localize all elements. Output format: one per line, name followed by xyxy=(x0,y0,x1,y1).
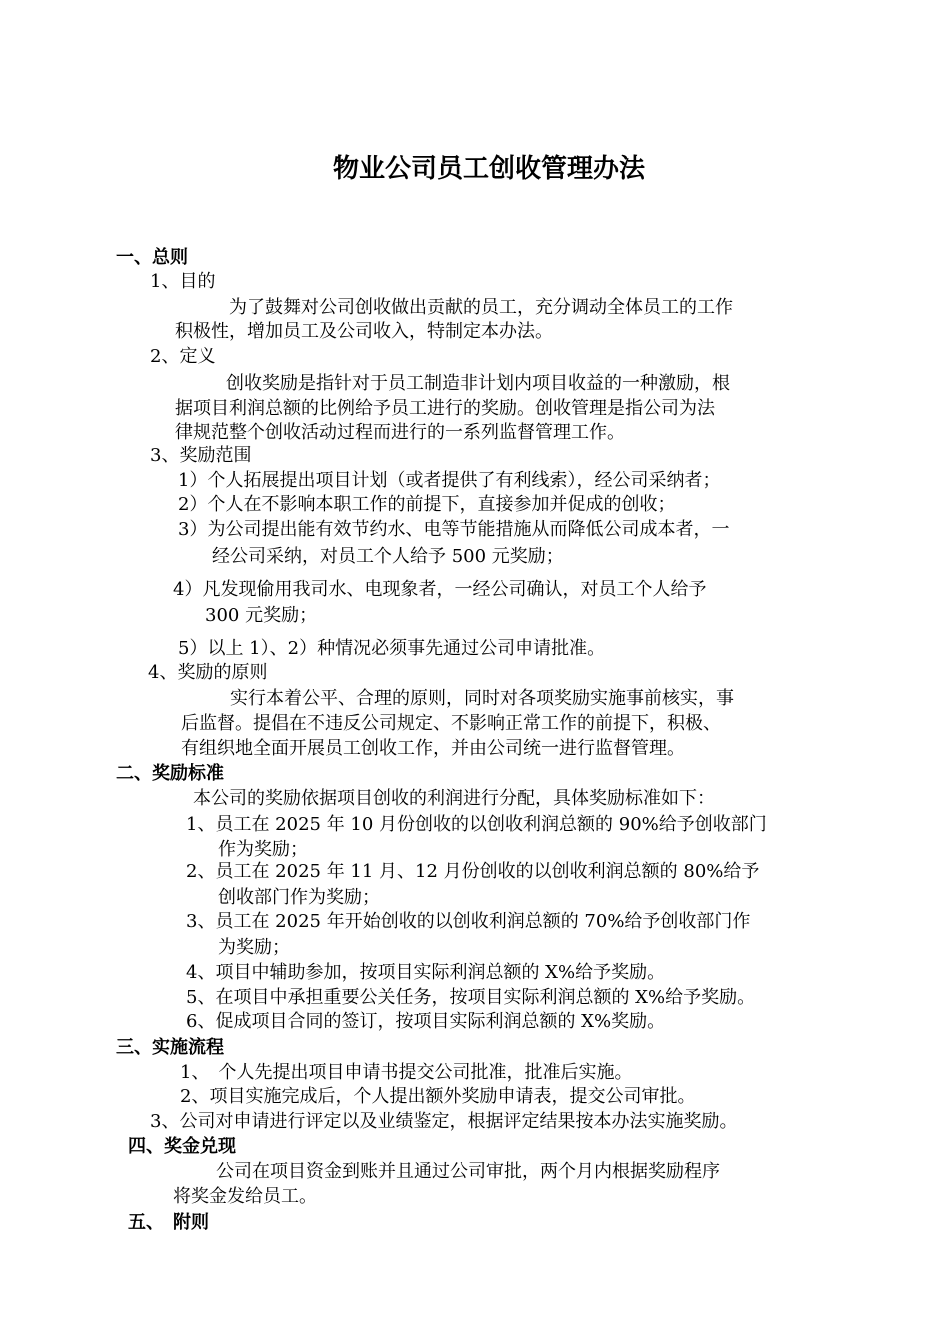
item-reward-principle-label: 4、奖励的原则 xyxy=(148,662,268,683)
payout-text-line2: 将奖金发给员工。 xyxy=(173,1186,317,1207)
scope-item-3-line2: 经公司采纳，对员工个人给予 500 元奖励； xyxy=(212,546,564,567)
scope-item-5: 5）以上 1）、2）种情况必须事先通过公司申请批准。 xyxy=(178,638,606,659)
standard-item-3-line1: 3、员工在 2025 年开始创收的以创收利润总额的 70%给予创收部门作 xyxy=(186,911,751,932)
standard-item-2-line2: 创收部门作为奖励； xyxy=(218,887,380,908)
scope-item-1: 1）个人拓展提出项目计划（或者提供了有利线索），经公司采纳者； xyxy=(178,470,721,491)
purpose-text-line1: 为了鼓舞对公司创收做出贡献的员工，充分调动全体员工的工作 xyxy=(229,297,733,318)
standard-intro: 本公司的奖励依据项目创收的利润进行分配，具体奖励标准如下： xyxy=(193,788,715,809)
section-heading-bonus-payout: 四、奖金兑现 xyxy=(128,1136,236,1157)
standard-item-2-line1: 2、员工在 2025 年 11 月、12 月份创收的以创收利润总额的 80%给予 xyxy=(186,861,760,882)
payout-text-line1: 公司在项目资金到账并且通过公司审批，两个月内根据奖励程序 xyxy=(216,1161,720,1182)
principle-text-line2: 后监督。提倡在不违反公司规定、不影响正常工作的前提下，积极、 xyxy=(181,713,721,734)
definition-text-line2: 据项目利润总额的比例给予员工进行的奖励。创收管理是指公司为法 xyxy=(175,398,715,419)
standard-item-3-line2: 为奖励； xyxy=(218,937,290,958)
principle-text-line3: 有组织地全面开展员工创收工作，并由公司统一进行监督管理。 xyxy=(181,738,685,759)
section-heading-appendix: 五、 附则 xyxy=(128,1212,209,1233)
item-purpose-label: 1、目的 xyxy=(150,271,216,292)
scope-item-2: 2）个人在不影响本职工作的前提下，直接参加并促成的创收； xyxy=(178,494,676,515)
process-step-2: 2、项目实施完成后，个人提出额外奖励申请表，提交公司审批。 xyxy=(180,1086,696,1107)
process-step-3: 3、公司对申请进行评定以及业绩鉴定，根据评定结果按本办法实施奖励。 xyxy=(150,1111,738,1132)
standard-item-6: 6、促成项目合同的签订，按项目实际利润总额的 X%奖励。 xyxy=(186,1011,666,1032)
section-heading-general: 一、总则 xyxy=(116,247,188,268)
scope-item-3-line1: 3）为公司提出能有效节约水、电等节能措施从而降低公司成本者，一 xyxy=(178,519,730,540)
item-definition-label: 2、定义 xyxy=(150,346,216,367)
process-step-1: 1、 个人先提出项目申请书提交公司批准，批准后实施。 xyxy=(180,1062,633,1083)
scope-item-4-line1: 4）凡发现偷用我司水、电现象者，一经公司确认，对员工个人给予 xyxy=(173,579,707,600)
definition-text-line1: 创收奖励是指针对于员工制造非计划内项目收益的一种激励，根 xyxy=(226,373,730,394)
definition-text-line3: 律规范整个创收活动过程而进行的一系列监督管理工作。 xyxy=(175,422,625,443)
principle-text-line1: 实行本着公平、合理的原则，同时对各项奖励实施事前核实，事 xyxy=(230,688,734,709)
standard-item-5: 5、在项目中承担重要公关任务，按项目实际利润总额的 X%给予奖励。 xyxy=(186,987,756,1008)
section-heading-reward-standard: 二、奖励标准 xyxy=(116,763,224,784)
standard-item-4: 4、项目中辅助参加，按项目实际利润总额的 X%给予奖励。 xyxy=(186,962,666,983)
purpose-text-line2: 积极性，增加员工及公司收入，特制定本办法。 xyxy=(175,321,553,342)
standard-item-1-line1: 1、员工在 2025 年 10 月份创收的以创收利润总额的 90%给予创收部门 xyxy=(186,814,767,835)
scope-item-4-line2: 300 元奖励； xyxy=(205,605,318,626)
item-reward-scope-label: 3、奖励范围 xyxy=(150,445,252,466)
section-heading-process: 三、实施流程 xyxy=(116,1037,224,1058)
document-title: 物业公司员工创收管理办法 xyxy=(332,154,645,184)
standard-item-1-line2: 作为奖励； xyxy=(218,839,308,860)
